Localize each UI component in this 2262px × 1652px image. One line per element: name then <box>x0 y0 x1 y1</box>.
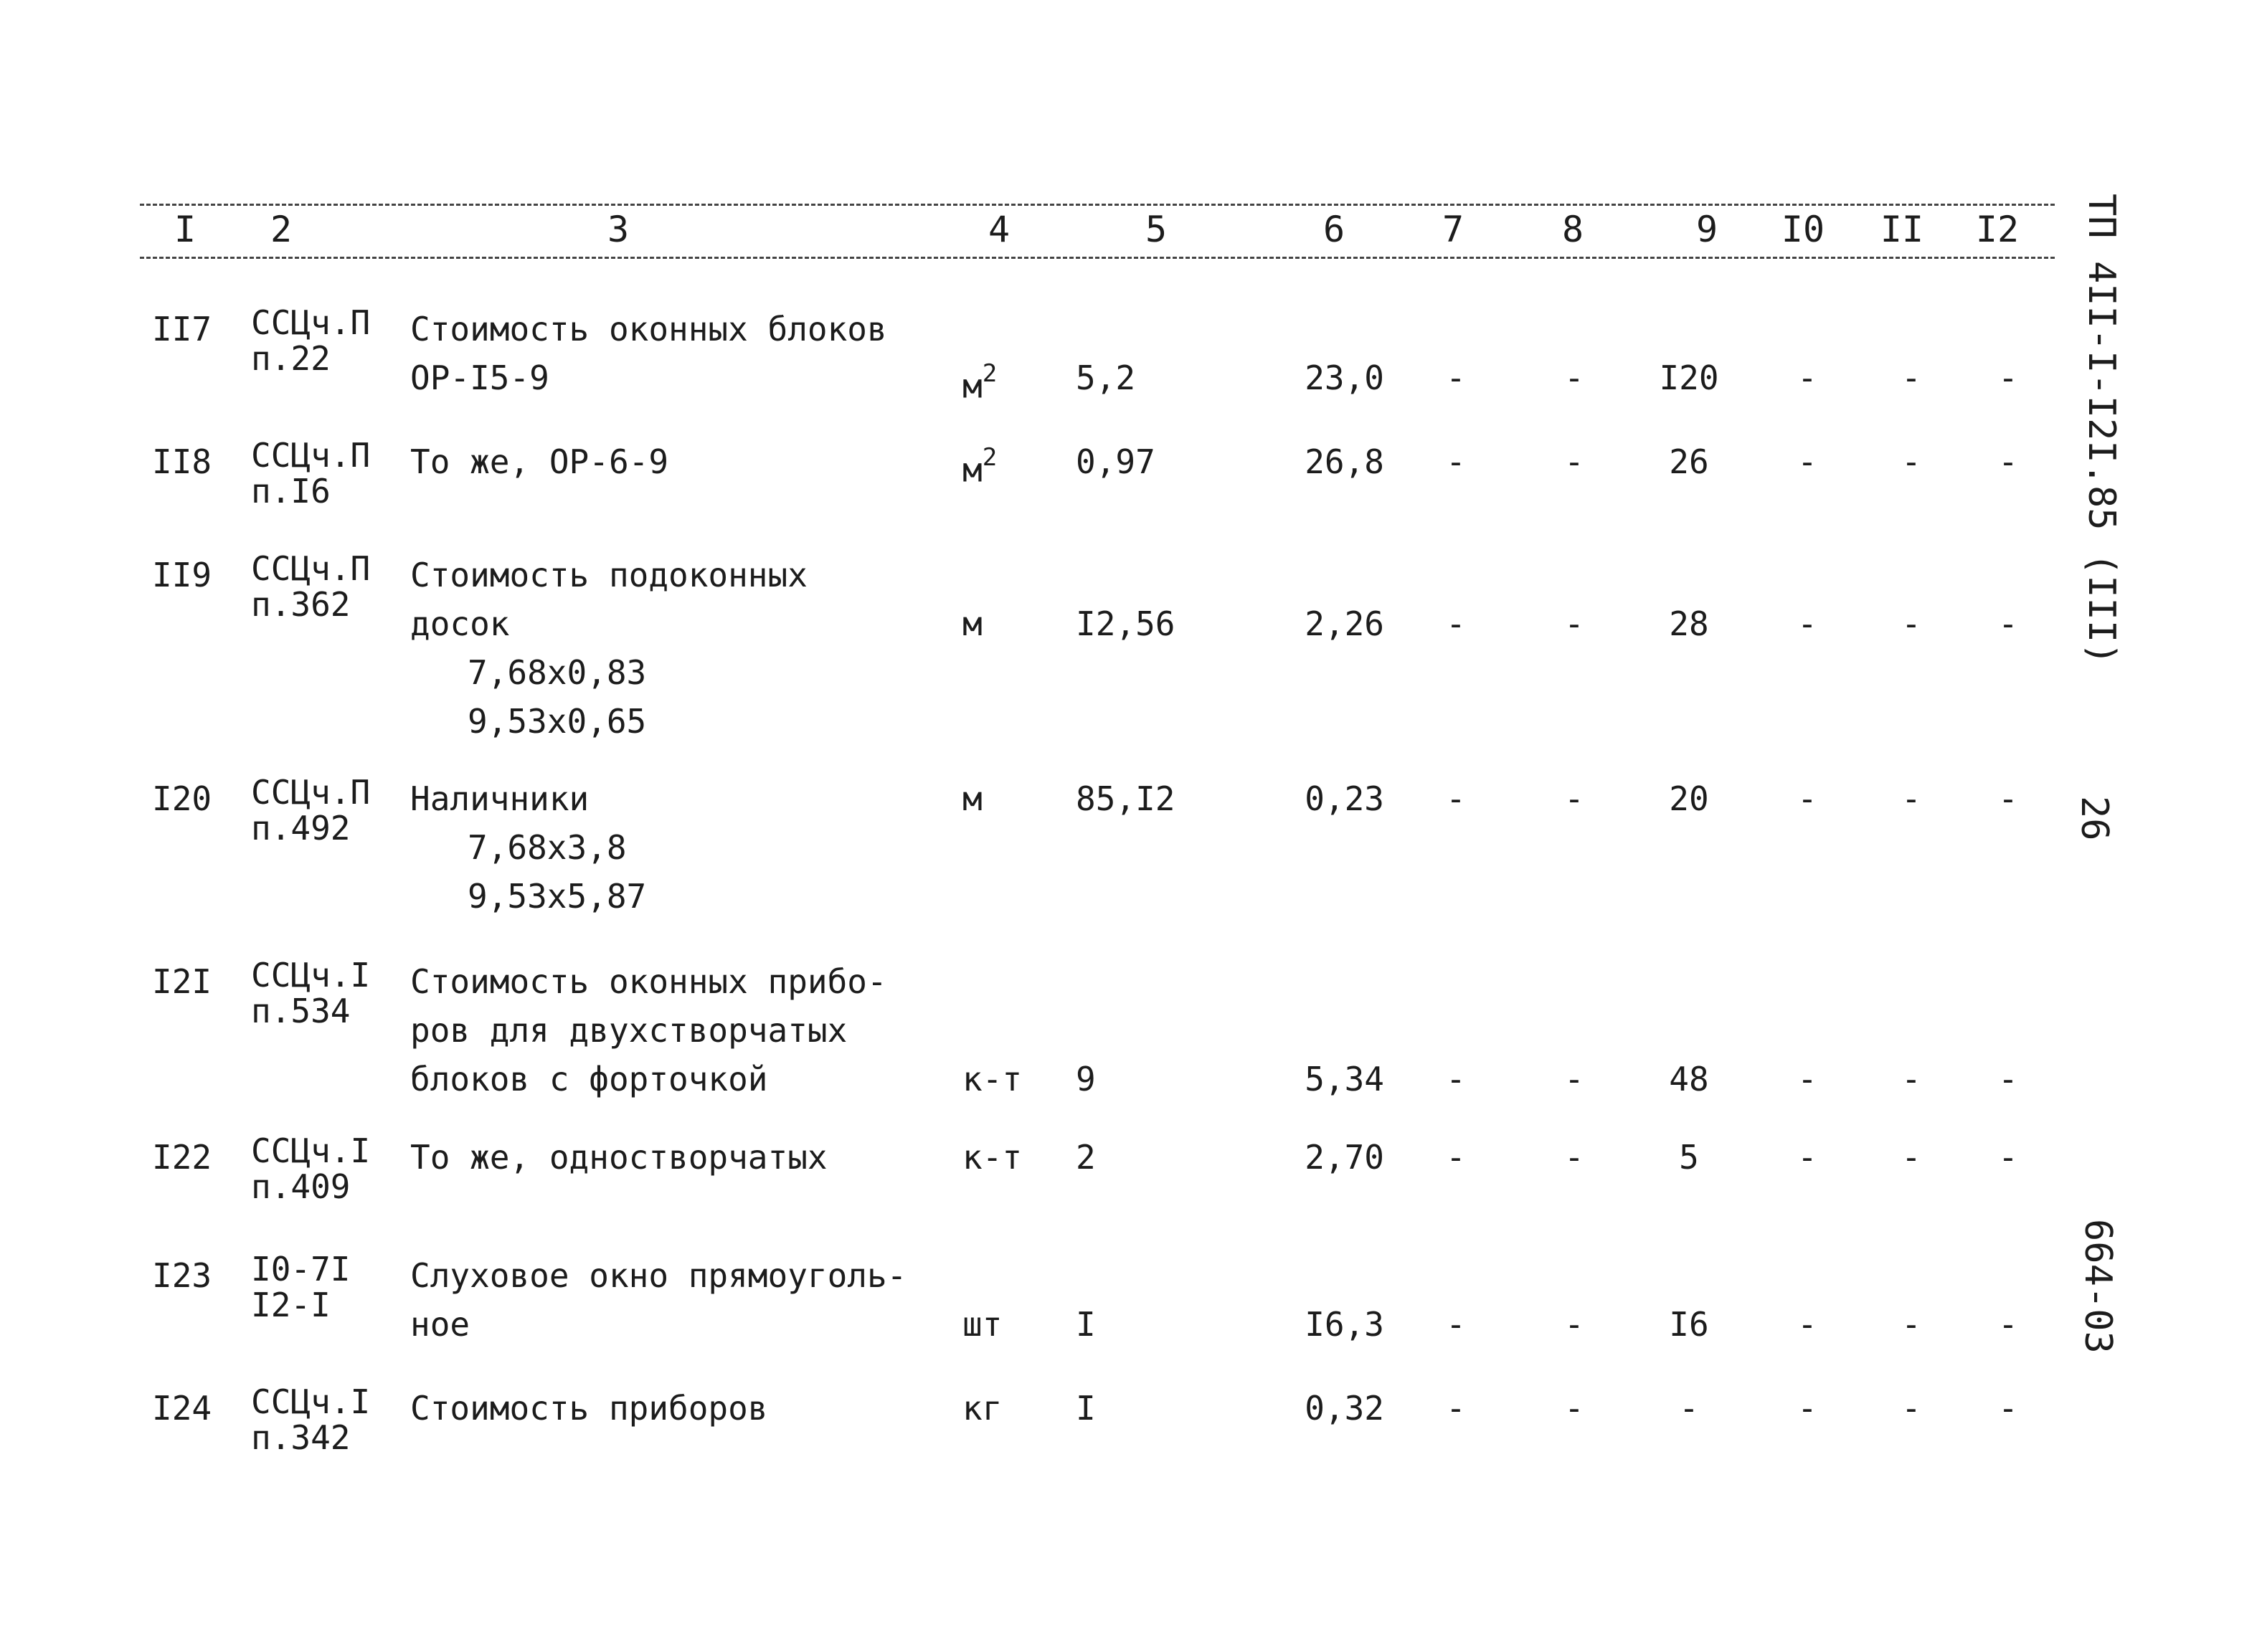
value-col-10: - <box>1797 604 1817 643</box>
row-number: II9 <box>152 556 212 594</box>
value-col-6: 26,8 <box>1305 442 1384 481</box>
value-col-11: - <box>1901 1305 1921 1344</box>
row-number: I20 <box>152 779 212 818</box>
row-description <box>410 1133 828 1182</box>
column-header-4: 4 <box>988 209 1011 250</box>
value-col-5: I2,56 <box>1076 604 1175 643</box>
value-col-6: 5,34 <box>1305 1060 1384 1098</box>
value-col-5: 2 <box>1076 1138 1096 1177</box>
reference-line: ССЦч.П <box>251 436 371 475</box>
value-col-8: - <box>1564 1060 1584 1098</box>
value-col-8: - <box>1564 604 1584 643</box>
value-col-8: - <box>1564 1389 1584 1428</box>
column-header-2: 2 <box>270 209 293 250</box>
value-col-7: - <box>1446 442 1466 481</box>
row-reference <box>251 305 370 376</box>
row-unit <box>962 1055 1022 1103</box>
value-col-6: 2,70 <box>1305 1138 1384 1177</box>
description-line: досок <box>410 604 510 643</box>
dimension-line: 7,68х0,83 <box>468 653 647 692</box>
column-header-5: 5 <box>1145 209 1168 250</box>
value-col-8: - <box>1564 359 1584 397</box>
reference-line: ССЦч.П <box>251 303 371 342</box>
value-col-7: - <box>1446 779 1466 818</box>
value-col-7: - <box>1446 1305 1466 1344</box>
row-reference <box>251 1133 370 1205</box>
row-reference <box>251 774 370 846</box>
value-col-8: - <box>1564 1138 1584 1177</box>
reference-line: ССЦч.I <box>251 1382 371 1421</box>
value-col-5: 85,I2 <box>1076 779 1175 818</box>
side-doc-code: ТП 4II-I-I2I.85 (III) <box>2080 194 2123 665</box>
value-col-12: - <box>1998 779 2018 818</box>
value-col-6: 0,23 <box>1305 779 1384 818</box>
value-col-11: - <box>1901 779 1921 818</box>
value-col-7: - <box>1446 1060 1466 1098</box>
value-col-11: - <box>1901 1138 1921 1177</box>
unit-text: шт <box>962 1305 1003 1344</box>
table-top-rule <box>140 204 2055 206</box>
value-col-8: - <box>1564 779 1584 818</box>
row-description <box>410 305 887 402</box>
reference-line: п.409 <box>251 1167 351 1206</box>
reference-line: п.492 <box>251 809 351 848</box>
row-unit <box>962 1384 1002 1433</box>
reference-line: ССЦч.I <box>251 1131 371 1170</box>
unit-text: кг <box>962 1389 1003 1428</box>
column-header-9: 9 <box>1695 209 1718 250</box>
value-col-9: 5 <box>1679 1138 1699 1177</box>
value-col-12: - <box>1998 442 2018 481</box>
value-col-5: I <box>1076 1305 1096 1344</box>
row-reference <box>251 551 370 622</box>
side-album-code: 664-03 <box>2076 1219 2119 1354</box>
description-line: ров для двухстворчатых <box>410 1011 848 1050</box>
reference-line: п.I6 <box>251 472 331 511</box>
value-col-9: 28 <box>1669 604 1709 643</box>
description-line: То же, ОР-6-9 <box>410 442 669 481</box>
row-reference <box>251 957 370 1029</box>
value-col-6: 23,0 <box>1305 359 1384 397</box>
value-col-9: 20 <box>1669 779 1709 818</box>
row-description <box>410 437 668 486</box>
value-col-10: - <box>1797 359 1817 397</box>
value-col-5: I <box>1076 1389 1096 1428</box>
description-line: Стоимость оконных блоков <box>410 310 887 348</box>
value-col-12: - <box>1998 359 2018 397</box>
unit-text: к-т <box>962 1138 1023 1177</box>
description-line: Стоимость оконных прибо- <box>410 962 887 1001</box>
reference-line: п.534 <box>251 992 351 1030</box>
unit-text: м <box>962 450 983 490</box>
row-description <box>410 957 887 1103</box>
value-col-5: 0,97 <box>1076 442 1155 481</box>
description-line: Наличники <box>410 779 590 818</box>
value-col-9: I20 <box>1659 359 1719 397</box>
value-col-6: 2,26 <box>1305 604 1384 643</box>
dimension-line: 9,53х0,65 <box>468 702 647 741</box>
row-number: I23 <box>152 1256 212 1295</box>
column-header-3: 3 <box>607 209 630 250</box>
value-col-12: - <box>1998 1138 2018 1177</box>
value-col-12: - <box>1998 1305 2018 1344</box>
row-description <box>410 551 808 746</box>
value-col-11: - <box>1901 442 1921 481</box>
column-header-1: I <box>174 209 197 250</box>
unit-exponent: 2 <box>982 359 998 388</box>
value-col-7: - <box>1446 359 1466 397</box>
row-number: I2I <box>152 962 212 1001</box>
row-unit <box>962 1133 1022 1182</box>
row-description <box>410 1251 907 1349</box>
reference-line: ССЦч.I <box>251 956 371 994</box>
value-col-9: 48 <box>1669 1060 1709 1098</box>
value-col-11: - <box>1901 1389 1921 1428</box>
row-number: I24 <box>152 1389 212 1428</box>
reference-line: п.342 <box>251 1418 351 1457</box>
value-col-5: 9 <box>1076 1060 1096 1098</box>
value-col-9: - <box>1679 1389 1699 1428</box>
unit-text: м <box>962 366 983 406</box>
unit-exponent: 2 <box>982 443 998 472</box>
column-header-12: I2 <box>1975 209 2020 250</box>
row-number: II8 <box>152 442 212 481</box>
description-line: Слуховое окно прямоуголь- <box>410 1256 907 1295</box>
unit-text: м <box>962 779 983 818</box>
reference-line: I2-I <box>251 1286 331 1324</box>
description-line: ное <box>410 1305 470 1344</box>
value-col-8: - <box>1564 1305 1584 1344</box>
reference-line: I0-7I <box>251 1250 351 1288</box>
value-col-10: - <box>1797 1305 1817 1344</box>
value-col-7: - <box>1446 1389 1466 1428</box>
value-col-12: - <box>1998 1389 2018 1428</box>
value-col-8: - <box>1564 442 1584 481</box>
reference-line: ССЦч.П <box>251 549 371 588</box>
table-header-rule <box>140 257 2055 259</box>
row-description <box>410 1384 768 1433</box>
value-col-10: - <box>1797 779 1817 818</box>
row-number: I22 <box>152 1138 212 1177</box>
value-col-11: - <box>1901 604 1921 643</box>
row-unit <box>962 774 983 823</box>
column-header-11: II <box>1880 209 1924 250</box>
unit-text: м <box>962 604 983 643</box>
value-col-6: I6,3 <box>1305 1305 1384 1344</box>
row-unit <box>962 1300 1002 1349</box>
reference-line: п.362 <box>251 585 351 624</box>
value-col-12: - <box>1998 1060 2018 1098</box>
value-col-6: 0,32 <box>1305 1389 1384 1428</box>
reference-line: п.22 <box>251 339 331 378</box>
reference-line: ССЦч.П <box>251 773 371 812</box>
row-unit <box>962 437 997 494</box>
column-header-8: 8 <box>1561 209 1584 250</box>
column-header-7: 7 <box>1442 209 1464 250</box>
dimension-line: 7,68х3,8 <box>468 828 627 867</box>
row-reference <box>251 1251 350 1323</box>
value-col-11: - <box>1901 1060 1921 1098</box>
value-col-9: 26 <box>1669 442 1709 481</box>
value-col-10: - <box>1797 1389 1817 1428</box>
row-description <box>410 774 646 921</box>
value-col-12: - <box>1998 604 2018 643</box>
value-col-5: 5,2 <box>1076 359 1136 397</box>
description-line: ОР-I5-9 <box>410 359 549 397</box>
description-line: Стоимость приборов <box>410 1389 768 1428</box>
row-reference <box>251 437 370 509</box>
description-line: блоков с форточкой <box>410 1060 768 1098</box>
side-page-number: 26 <box>2073 796 2116 841</box>
value-col-11: - <box>1901 359 1921 397</box>
description-line: То же, одностворчатых <box>410 1138 828 1177</box>
value-col-7: - <box>1446 604 1466 643</box>
value-col-10: - <box>1797 1138 1817 1177</box>
value-col-7: - <box>1446 1138 1466 1177</box>
description-line: Стоимость подоконных <box>410 556 808 594</box>
row-unit <box>962 353 997 410</box>
dimension-line: 9,53х5,87 <box>468 877 647 916</box>
value-col-10: - <box>1797 1060 1817 1098</box>
row-reference <box>251 1384 370 1456</box>
row-unit <box>962 599 983 648</box>
row-number: II7 <box>152 310 212 348</box>
value-col-9: I6 <box>1669 1305 1709 1344</box>
column-header-6: 6 <box>1322 209 1345 250</box>
unit-text: к-т <box>962 1060 1023 1098</box>
value-col-10: - <box>1797 442 1817 481</box>
column-header-10: I0 <box>1781 209 1825 250</box>
